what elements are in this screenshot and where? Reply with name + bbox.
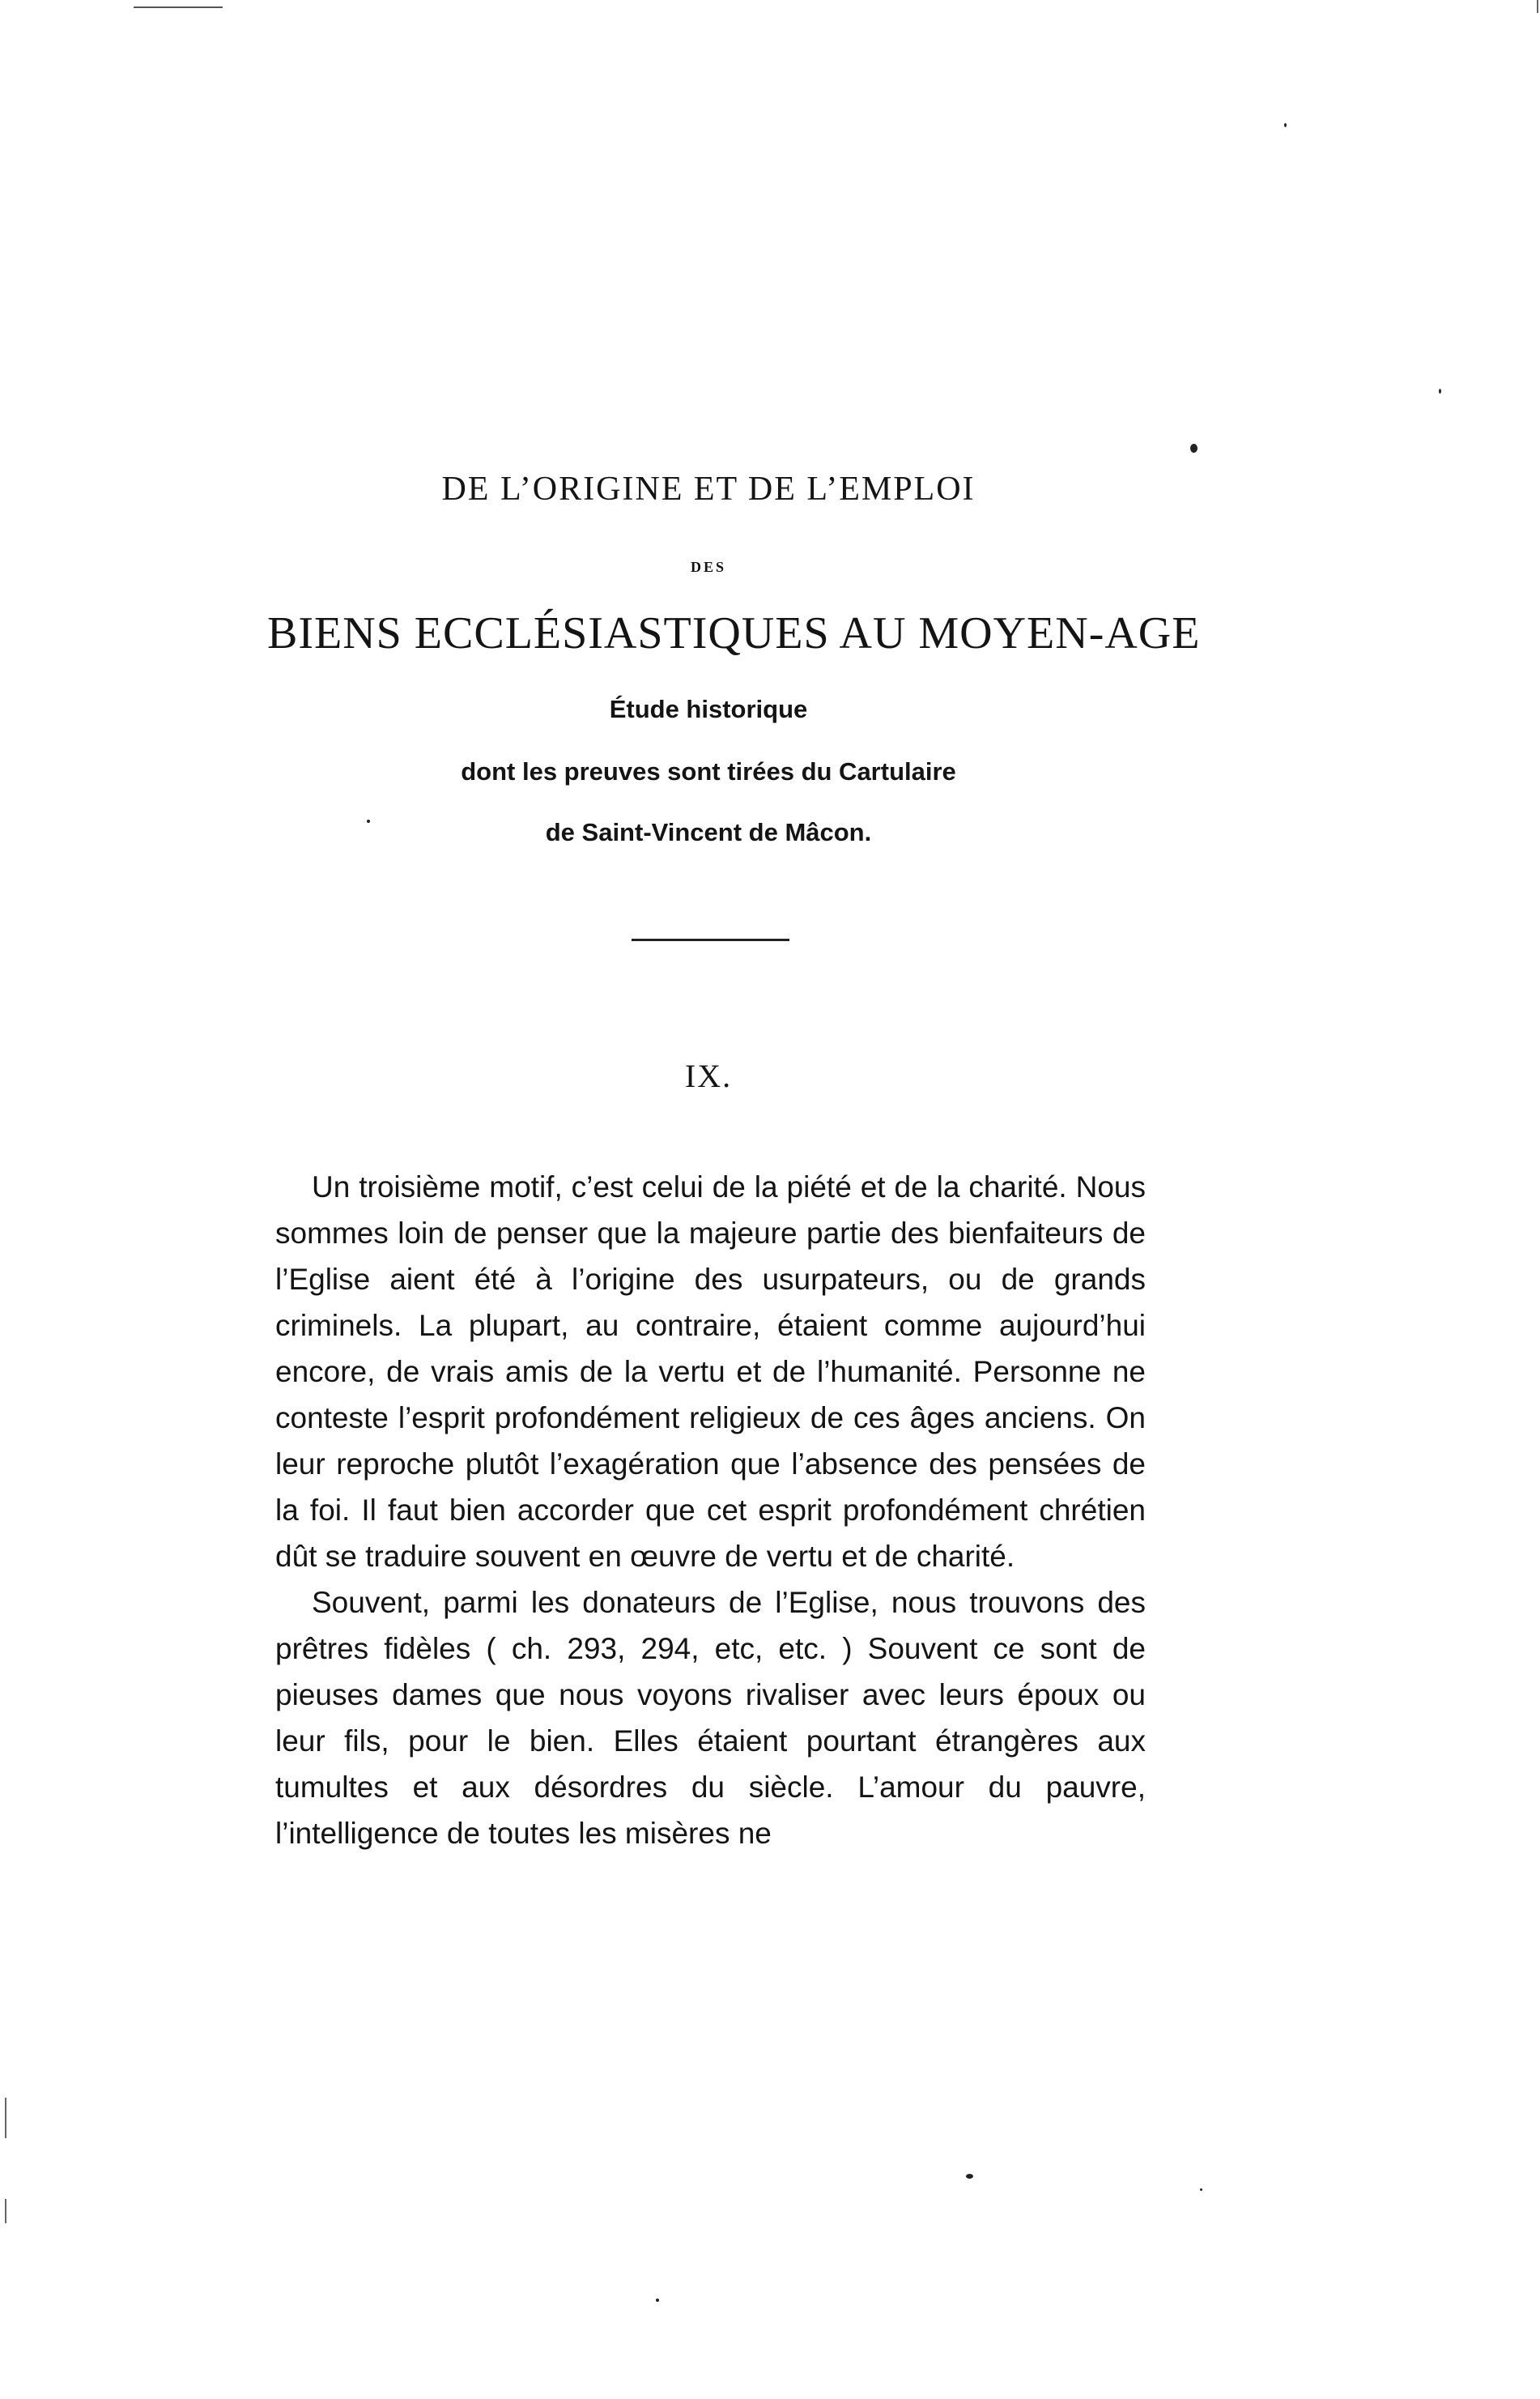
edge-mark xyxy=(5,2098,6,2138)
top-edge-rule xyxy=(134,6,223,8)
divider-rule xyxy=(632,939,789,941)
subtitle-line-3: de Saint-Vincent de Mâcon. xyxy=(545,818,872,846)
heading-line-1: DE L’ORIGINE ET DE L’EMPLOI xyxy=(441,471,976,508)
paragraph: Un troisième motif, c’est celui de la piété et de la charité. Nous sommes loin de penser que la majeure partie des bienfaiteurs de l’Eglise aient été à l’origine des usurpateurs, ou de grands criminels. La plupart, au contraire, étaient comme aujourd’hui encore, de vrais amis de la vertu et de l’humanité. Personne ne conteste l’esprit profondément religieux de ces âges anciens. On leur reproche plutôt l’exagération que l’absence des pensées de la foi. Il faut bien accorder que cet esprit profondément chrétien dût se traduire souvent en œuvre de vertu et de charité. xyxy=(275,1170,1146,1573)
ink-speck xyxy=(1284,123,1287,127)
heading-des: DES xyxy=(690,559,726,575)
ink-speck xyxy=(1439,389,1441,394)
edge-mark xyxy=(1537,0,1538,13)
ink-speck xyxy=(1190,444,1198,453)
paragraph: Souvent, parmi les donateurs de l’Eglise, nous trouvons des prêtres fidèles ( ch. 293, 294, etc, etc. ) Souvent ce sont de pieuses dames que nous voyons rivaliser avec leurs époux ou leur fils, pour le bien. Elles étaient pourtant étrangères aux tumultes et aux désordres du siècle. L’amour du pauvre, l’intelligence de toutes les misères ne xyxy=(275,1586,1146,1850)
ink-speck xyxy=(966,2174,973,2179)
subtitle-line-2: dont les preuves sont tirées du Cartulaire xyxy=(461,757,956,786)
ink-speck xyxy=(1200,2188,1202,2191)
section-number: IX. xyxy=(684,1058,733,1094)
body-text xyxy=(275,1164,1146,1856)
subtitle-line-1: Étude historique xyxy=(609,695,808,723)
main-title: BIENS ECCLÉSIASTIQUES AU MOYEN-AGE xyxy=(267,608,1201,658)
ink-speck xyxy=(656,2299,659,2302)
edge-mark xyxy=(5,2199,6,2223)
